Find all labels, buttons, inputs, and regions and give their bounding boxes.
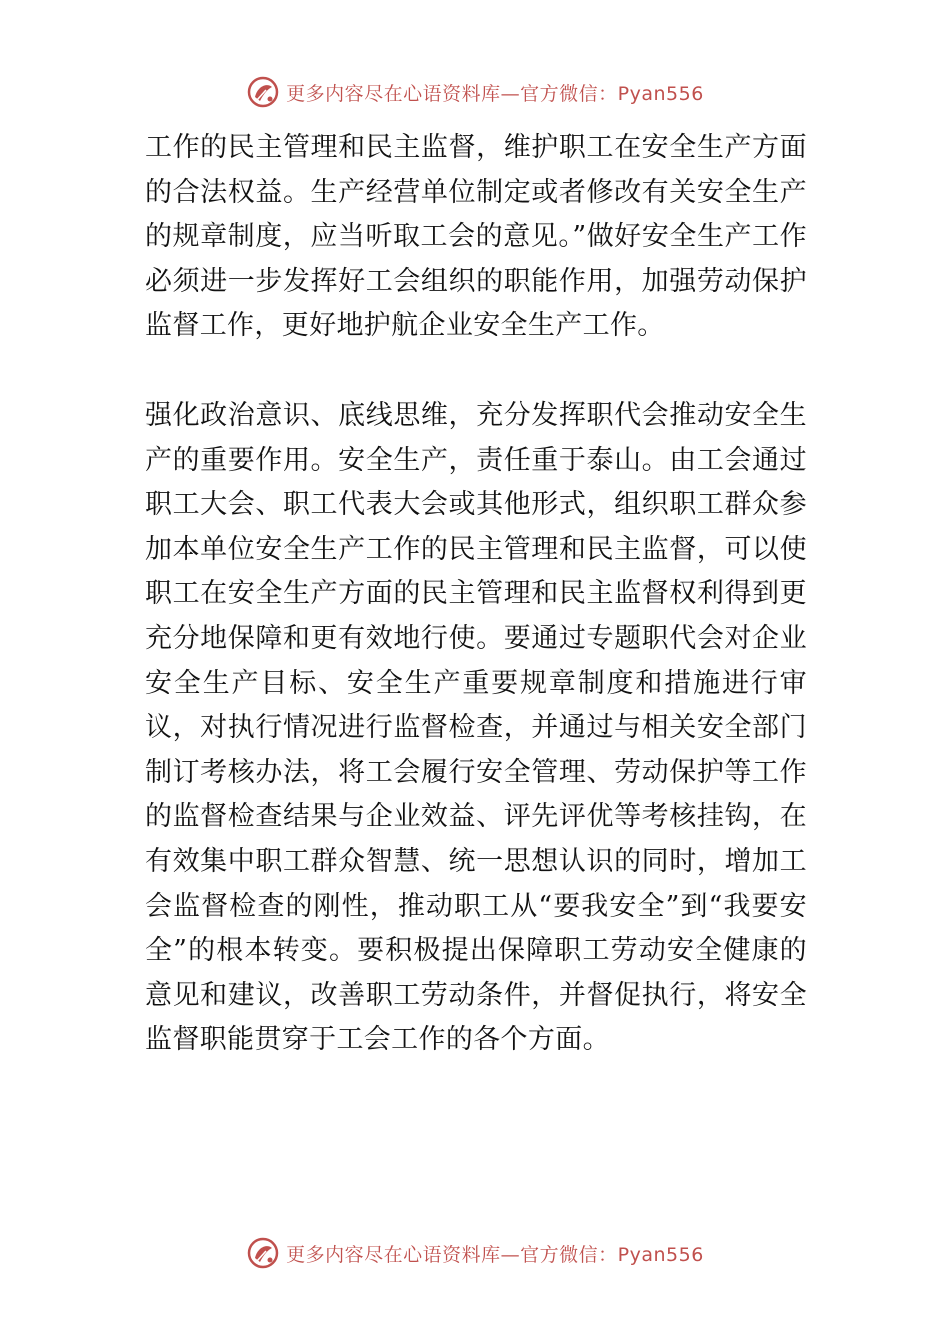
paragraph-1: 工作的民主管理和民主监督，维护职工在安全生产方面的合法权益。生产经营单位制定或者修改有关安全生产的规章制度，应当听取工会的意见。”做好安全生产工作必须进一步发挥好工会组织的职能作用，加强劳动保护监督工作，更好地护航企业安全生产工作。: [145, 132, 807, 342]
footer-watermark: [0, 1233, 950, 1273]
header-watermark: [0, 72, 950, 112]
footer-watermark-text: 更多内容尽在心语资料库—官方微信：Pyan556: [286, 1243, 704, 1266]
paragraph-2: 强化政治意识、底线思维，充分发挥职代会推动安全生产的重要作用。安全生产，责任重于泰山。由工会通过职工大会、职工代表大会或其他形式，组织职工群众参加本单位安全生产工作的民主管理和民主监督，可以使职工在安全生产方面的民主管理和民主监督权利得到更充分地保障和更有效地行使。要通过专题职代会对企业安全生产目标、安全生产重要规章制度和措施进行审议，对执行情况进行监督检查，并通过与相关安全部门制订考核办法，将工会履行安全管理、劳动保护等工作的监督检查结果与企业效益、评先评优等考核挂钩，在有效集中职工群众智慧、统一思想认识的同时，增加工会监督检查的刚性，推动职工从“要我安全”到“我要安全”的根本转变。要积极提出保障职工劳动安全健康的意见和建议，改善职工劳动条件，并督促执行，将安全监督职能贯穿于工会工作的各个方面。: [145, 399, 807, 1056]
seal-logo-icon: [246, 75, 280, 109]
seal-logo-icon: [246, 1236, 280, 1270]
document-body: [145, 126, 807, 1063]
footer-wechat-id: Pyan556: [617, 1243, 704, 1266]
header-watermark-text: 更多内容尽在心语资料库—官方微信：Pyan556: [286, 82, 704, 105]
header-wechat-id: Pyan556: [617, 82, 704, 105]
